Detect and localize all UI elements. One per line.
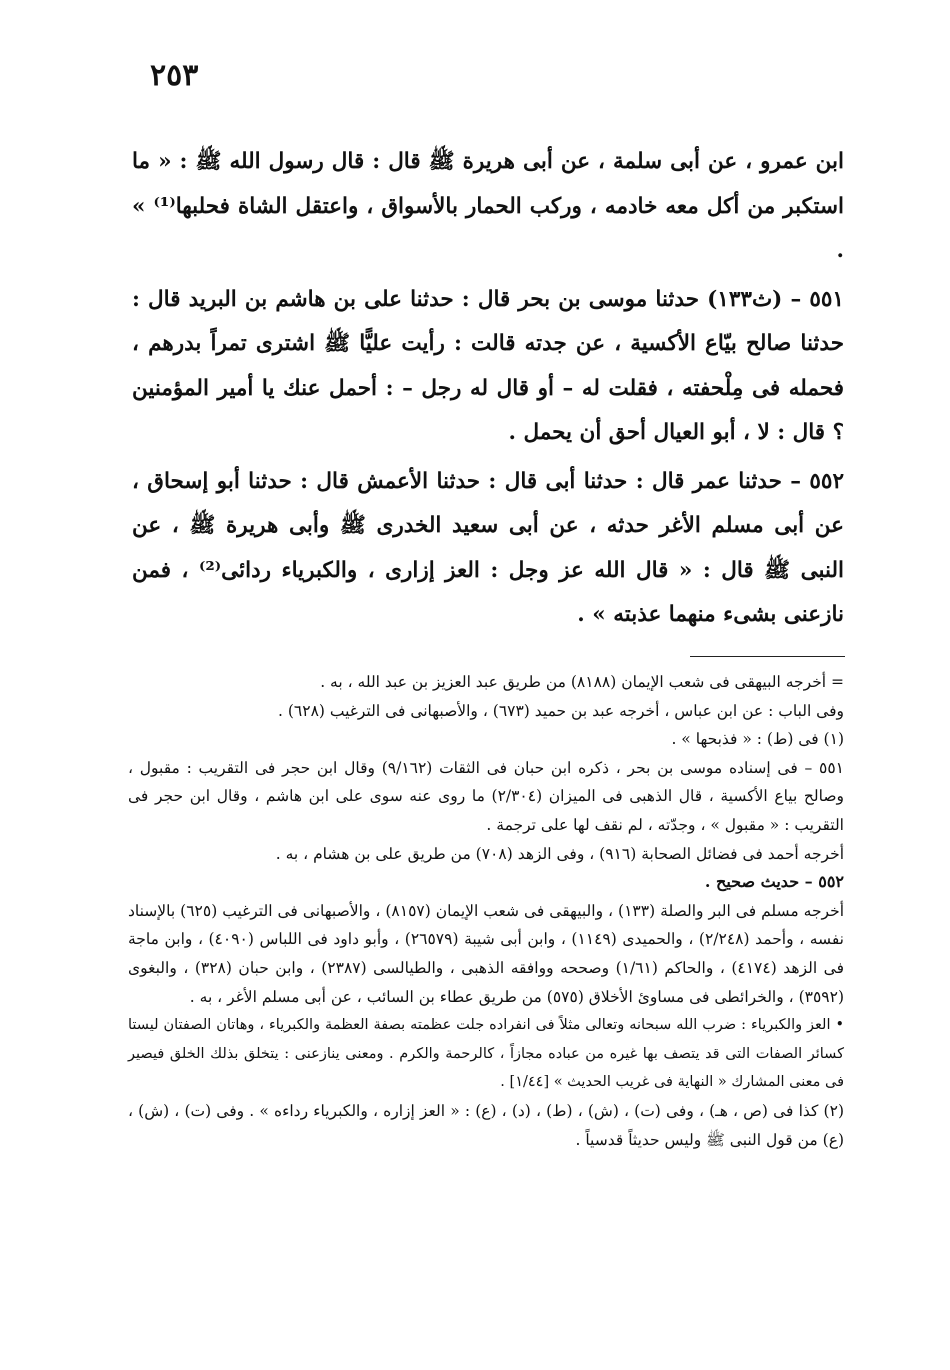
footnote: = أخرجه البيهقى فى شعب الإيمان (٨١٨٨) من طريق عبد العزيز بن عبد الله ، به . [320,673,844,691]
footnote: (٢) كذا فى (ص ، هـ) ، وفى (ت) ، (ش) ، (ط) ، (د) ، (ع) : « العز إزاره ، والكبرياء رداءه » . وفى (ت) ، (ش) ، (ع) من قول النبى ﷺ وليس حديثاً قدسياً . [128,1101,844,1149]
footnote: ٥٥١ – فى إسناده موسى بن بحر ، ذكره ابن حبان فى الثقات (٩/١٦٢) وقال ابن حجر فى التقريب : مقبول ، وصالح بياع الأكسية ، قال الذهبى فى الميزان (٢/٣٠٤) ما روى عنه سوى على ابن هاشم ، وقال ابن حجر فى التقريب : « مقبول » ، وجدّته ، لم نقف لها على ترجمة . [128,758,844,834]
footnote-gloss: • العز والكبرياء : ضرب الله سبحانه وتعالى مثلاً فى انفراده جلت عظمته بصفة العظمة والكبرياء ، وهاتان الصفتان ليستا كسائر الصفات التى قد يتصف بها غيره من عباده مجازاً ، كالرحمة والكرم . ومعنى ينازعنى : يتخلق بذلك الخلق فيصير فى معنى المشارك « النهاية فى غريب الحديث » [١/٤٤] . [128,1017,844,1091]
main-text [132,140,844,642]
footnotes [128,668,844,1154]
footnote: أخرجه مسلم فى البر والصلة (١٣٣) ، والبيهقى فى شعب الإيمان (٨١٥٧) ، والأصبهانى فى الترغيب (٦٢٥) بالإسناد نفسه ، وأحمد (٢/٢٤٨) ، والحميدى (١١٤٩) ، وابن أبى شيبة (٢٦٥٧٩) ، وأبو داود فى اللباس (٤٠٩٠) ، وابن ماجة فى الزهد (٤١٧٤) ، والحاكم (١/٦١) وصححه ووافقه الذهبى ، والطيالسى (٢٣٨٧) ، وابن حبان (٣٢٨) ، والبغوى (٣٥٩٢) ، والخرائطى فى مساوئ الأخلاق (٥٧٥) من طريق عطاء بن السائب ، عن أبى مسلم الأغر ، به . [128,901,845,1006]
page-number: ٢٥٣ [150,58,199,93]
footnote: وفى الباب : عن ابن عباس ، أخرجه عبد بن حميد (٦٧٣) ، والأصبهانى فى الترغيب (٦٢٨) . [278,701,844,720]
footnote: (١) فى (ط) : « فذبحها » . [671,730,844,749]
main-paragraph: ابن عمرو ، عن أبى سلمة ، عن أبى هريرة ﷺ قال : قال رسول الله ﷺ : « ما استكبر من أكل معه خادمه ، وركب الحمار بالأسواق ، واعتقل الشاة فحلبها⁽¹⁾ » . [132,149,845,263]
main-paragraph: ٥٥٢ – حدثنا عمر قال : حدثنا أبى قال : حدثنا الأعمش قال : حدثنا أبو إسحاق ، عن أبى مسلم الأغر حدثه ، عن أبى سعيد الخدرى ﷺ وأبى هريرة ﷺ ، عن النبى ﷺ قال : « قال الله عز وجل : العز إزارى ، والكبرياء ردائى⁽²⁾ ، فمن نازعنى بشىء منهما عذبته » . [132,468,844,627]
main-paragraph: ٥٥١ – (ث١٣٣) حدثنا موسى بن بحر قال : حدثنا على بن هاشم بن البريد قال : حدثنا صالح بيّاع الأكسية ، عن جدته قالت : رأيت عليًّا ﷺ اشترى تمراً بدرهم ، فحمله فى مِلْحفته ، فقلت له – أو قال له رجل – : أحمل عنك يا أمير المؤمنين ؟ قال : لا ، أبو العيال أحق أن يحمل . [132,286,844,445]
footnote: أخرجه أحمد فى فضائل الصحابة (٩١٦) ، وفى الزهد (٧٠٨) من طريق على بن هشام ، به . [275,844,844,863]
footnote-divider [690,656,845,657]
footnote-heading: ٥٥٢ – حديث صحيح . [704,872,844,892]
